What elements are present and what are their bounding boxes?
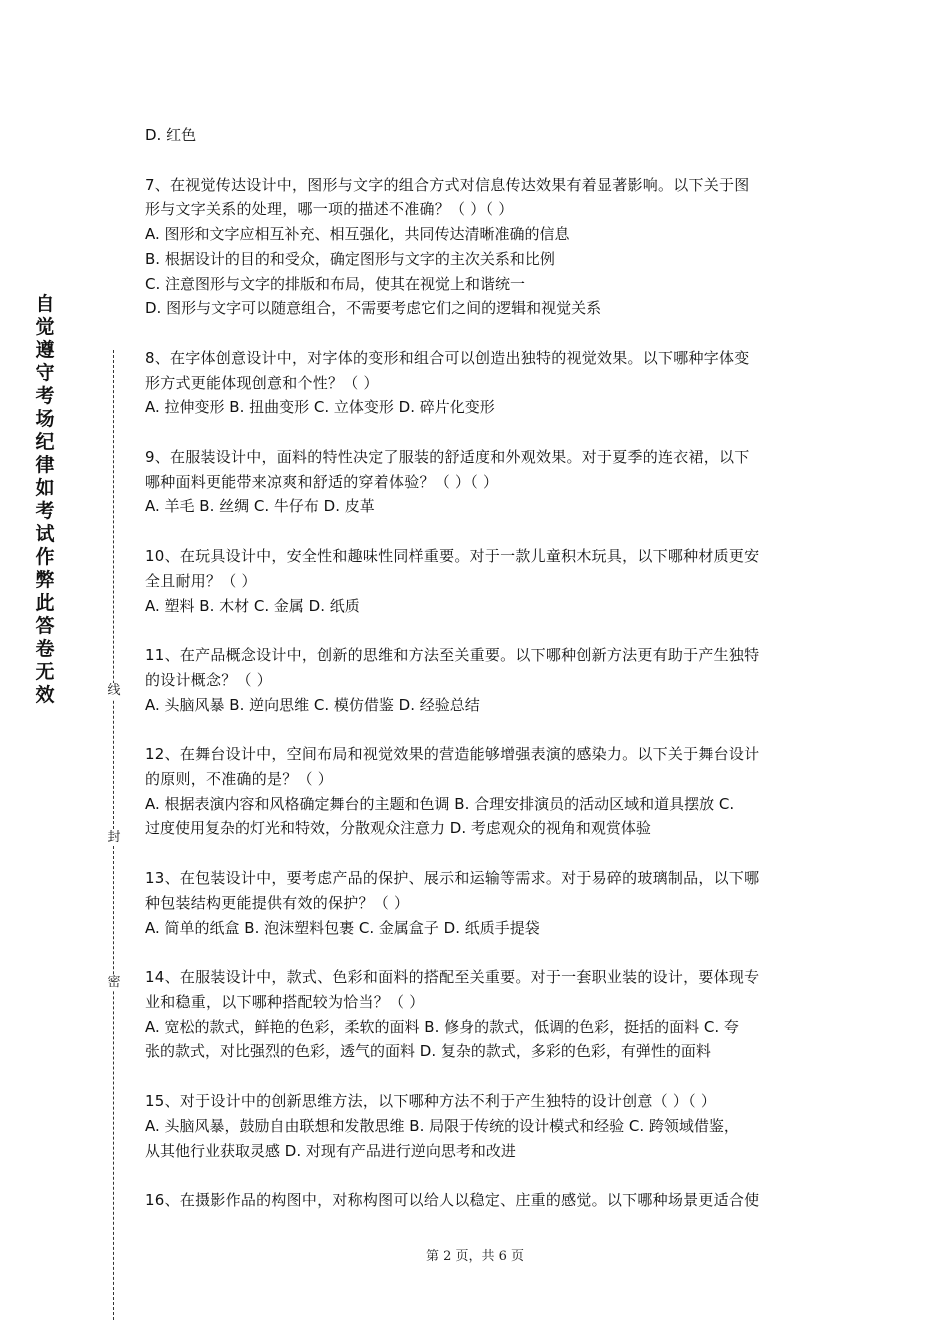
question-stem-line: 9、在服装设计中，面料的特性决定了服装的舒适度和外观效果。对于夏季的连衣裙，以下 [145, 448, 750, 467]
question-12 [145, 742, 810, 841]
question-stem-line: 种包装结构更能提供有效的保护？（ ） [145, 893, 410, 912]
question-options-line: A. 拉伸变形 B. 扭曲变形 C. 立体变形 D. 碎片化变形 [145, 398, 495, 417]
question-stem-line: 形与文字关系的处理，哪一项的描述不准确？（ ）（ ） [145, 200, 514, 219]
question-15 [145, 1089, 810, 1163]
question-13 [145, 866, 810, 940]
question-options-line: A. 宽松的款式，鲜艳的色彩，柔软的面料 B. 修身的款式，低调的色彩，挺括的面料 C. 夸 [145, 1017, 739, 1036]
question-options-line: A. 塑料 B. 木材 C. 金属 D. 纸质 [145, 596, 360, 615]
question-options-line: C. 注意图形与文字的排版和布局，使其在视觉上和谐统一 [145, 274, 526, 293]
exam-discipline-notice: 自觉遵守考场纪律如考试作弊此答卷无效 [35, 293, 55, 706]
binding-mark-seal: 封 [107, 830, 121, 845]
question-stem-line: 7、在视觉传达设计中，图形与文字的组合方式对信息传达效果有着显著影响。以下关于图 [145, 175, 750, 194]
question-options-line: A. 头脑风暴，鼓励自由联想和发散思维 B. 局限于传统的设计模式和经验 C. 跨领域借鉴， [145, 1116, 739, 1135]
question-16 [145, 1188, 810, 1213]
question-stem-line: 全且耐用？（ ） [145, 571, 257, 590]
question-stem-line: 15、对于设计中的创新思维方法，以下哪种方法不利于产生独特的设计创意（ ）（ ） [145, 1092, 717, 1111]
question-stem-line: 11、在产品概念设计中，创新的思维和方法至关重要。以下哪种创新方法更有助于产生独特 [145, 646, 760, 665]
question-options-line: 从其他行业获取灵感 D. 对现有产品进行逆向思考和改进 [145, 1141, 516, 1160]
question-options-line: D. 图形与文字可以随意组合，不需要考虑它们之间的逻辑和视觉关系 [145, 299, 602, 318]
question-stem-line: 14、在服装设计中，款式、色彩和面料的搭配至关重要。对于一套职业装的设计，要体现专 [145, 968, 760, 987]
question-list [145, 123, 810, 1213]
question-stem-line: 13、在包装设计中，要考虑产品的保护、展示和运输等需求。对于易碎的玻璃制品，以下哪 [145, 869, 760, 888]
question-stem-line: 12、在舞台设计中，空间布局和视觉效果的营造能够增强表演的感染力。以下关于舞台设计 [145, 745, 760, 764]
question-stem-line: 8、在字体创意设计中，对字体的变形和组合可以创造出独特的视觉效果。以下哪种字体变 [145, 348, 750, 367]
question-options-line: A. 简单的纸盒 B. 泡沫塑料包裹 C. 金属盒子 D. 纸质手提袋 [145, 918, 540, 937]
questions-container [145, 173, 810, 1213]
question-stem-line: 的原则，不准确的是？（ ） [145, 770, 334, 789]
question-14 [145, 965, 810, 1064]
question-options-line: A. 羊毛 B. 丝绸 C. 牛仔布 D. 皮革 [145, 497, 375, 516]
question-9 [145, 445, 810, 519]
question-options-line: A. 头脑风暴 B. 逆向思维 C. 模仿借鉴 D. 经验总结 [145, 695, 480, 714]
question-stem-line: 业和稳重，以下哪种搭配较为恰当？（ ） [145, 992, 425, 1011]
question-stem-line: 16、在摄影作品的构图中，对称构图可以给人以稳定、庄重的感觉。以下哪种场景更适合使 [145, 1191, 760, 1210]
question-options-line: A. 图形和文字应相互补充、相互强化，共同传达清晰准确的信息 [145, 225, 570, 244]
question-stem-line: 的设计概念？（ ） [145, 670, 273, 689]
page-footer: 第 2 页，共 6 页 [425, 1249, 525, 1264]
question-8 [145, 346, 810, 420]
question-options-line: 过度使用复杂的灯光和特效，分散观众注意力 D. 考虑观众的视角和观赏体验 [145, 819, 651, 838]
question-stem-line: 哪种面料更能带来凉爽和舒适的穿着体验？（ ）（ ） [145, 472, 499, 491]
binding-mark-secret: 密 [107, 975, 121, 990]
previous-question-option: D. 红色 [145, 126, 197, 144]
question-options-line: 张的款式，对比强烈的色彩，透气的面料 D. 复杂的款式，多彩的色彩，有弹性的面料 [145, 1042, 711, 1061]
binding-mark-line: 线 [107, 683, 121, 698]
question-stem-line: 10、在玩具设计中，安全性和趣味性同样重要。对于一款儿童积木玩具，以下哪种材质更安 [145, 547, 760, 566]
question-options-line: A. 根据表演内容和风格确定舞台的主题和色调 B. 合理安排演员的活动区域和道具摆放 C. [145, 794, 735, 813]
question-7 [145, 173, 810, 321]
question-11 [145, 643, 810, 717]
question-stem-line: 形方式更能体现创意和个性？（ ） [145, 373, 379, 392]
question-options-line: B. 根据设计的目的和受众，确定图形与文字的主次关系和比例 [145, 249, 555, 268]
question-10 [145, 544, 810, 618]
